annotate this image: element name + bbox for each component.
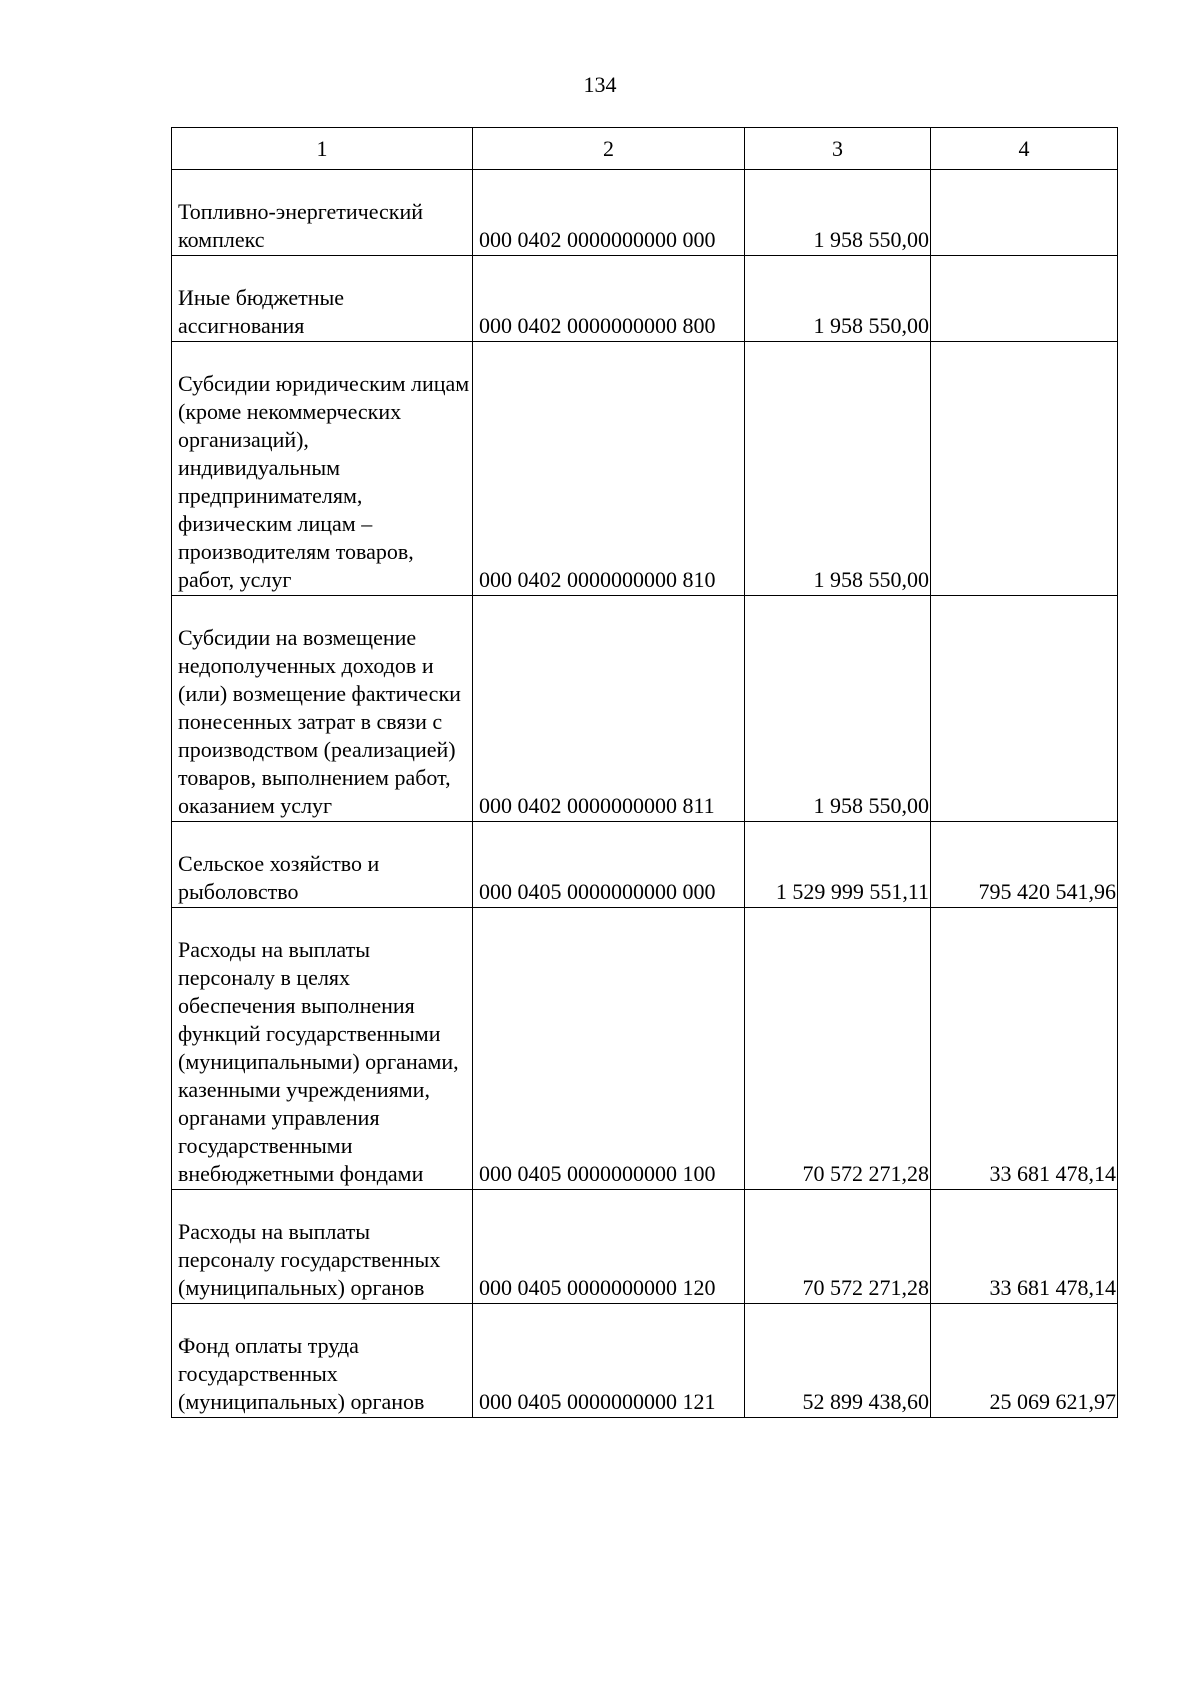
row-value-col4: 33 681 478,14	[931, 1190, 1118, 1304]
row-code: 000 0402 0000000000 811	[473, 596, 745, 822]
row-value-col3: 1 958 550,00	[745, 170, 931, 256]
row-name: Сельское хозяйство и рыболовство	[172, 822, 473, 908]
table-row	[172, 908, 1118, 1190]
row-value-col4	[931, 256, 1118, 342]
row-value-col3: 1 529 999 551,11	[745, 822, 931, 908]
row-code: 000 0402 0000000000 810	[473, 342, 745, 596]
budget-table	[171, 127, 1118, 1418]
row-value-col3: 1 958 550,00	[745, 596, 931, 822]
row-code: 000 0402 0000000000 000	[473, 170, 745, 256]
row-name: Субсидии юридическим лицам (кроме некоммерческих организаций), индивидуальным предпринимателям, физическим лицам – производителям товаров, работ, услуг	[172, 342, 473, 596]
row-code: 000 0405 0000000000 121	[473, 1304, 745, 1418]
page-number: 134	[583, 72, 617, 97]
row-value-col4: 33 681 478,14	[931, 908, 1118, 1190]
row-value-col4	[931, 596, 1118, 822]
column-header-2: 2	[473, 128, 745, 170]
row-value-col3: 52 899 438,60	[745, 1304, 931, 1418]
row-value-col3: 1 958 550,00	[745, 256, 931, 342]
row-name: Иные бюджетные ассигнования	[172, 256, 473, 342]
row-name: Расходы на выплаты персоналу в целях обеспечения выполнения функций государственными (муниципальными) органами, казенными учреждениями, органами управления государственными внебюджетными фондами	[172, 908, 473, 1190]
row-name: Фонд оплаты труда государственных (муниципальных) органов	[172, 1304, 473, 1418]
table-row	[172, 342, 1118, 596]
row-value-col4: 795 420 541,96	[931, 822, 1118, 908]
table-row	[172, 1304, 1118, 1418]
row-code: 000 0405 0000000000 120	[473, 1190, 745, 1304]
row-name: Субсидии на возмещение недополученных доходов и (или) возмещение фактически понесенных затрат в связи с производством (реализацией) товаров, выполнением работ, оказанием услуг	[172, 596, 473, 822]
table-row	[172, 596, 1118, 822]
table-row	[172, 170, 1118, 256]
row-code: 000 0405 0000000000 100	[473, 908, 745, 1190]
row-name: Топливно-энергетический комплекс	[172, 170, 473, 256]
row-code: 000 0405 0000000000 000	[473, 822, 745, 908]
column-header-3: 3	[745, 128, 931, 170]
row-value-col3: 1 958 550,00	[745, 342, 931, 596]
row-value-col3: 70 572 271,28	[745, 908, 931, 1190]
column-header-4: 4	[931, 128, 1118, 170]
row-value-col4	[931, 342, 1118, 596]
table-header-row	[172, 128, 1118, 170]
row-value-col4	[931, 170, 1118, 256]
column-header-1: 1	[172, 128, 473, 170]
table-row	[172, 822, 1118, 908]
row-value-col3: 70 572 271,28	[745, 1190, 931, 1304]
row-value-col4: 25 069 621,97	[931, 1304, 1118, 1418]
row-name: Расходы на выплаты персоналу государственных (муниципальных) органов	[172, 1190, 473, 1304]
table-row	[172, 1190, 1118, 1304]
row-code: 000 0402 0000000000 800	[473, 256, 745, 342]
table-row	[172, 256, 1118, 342]
